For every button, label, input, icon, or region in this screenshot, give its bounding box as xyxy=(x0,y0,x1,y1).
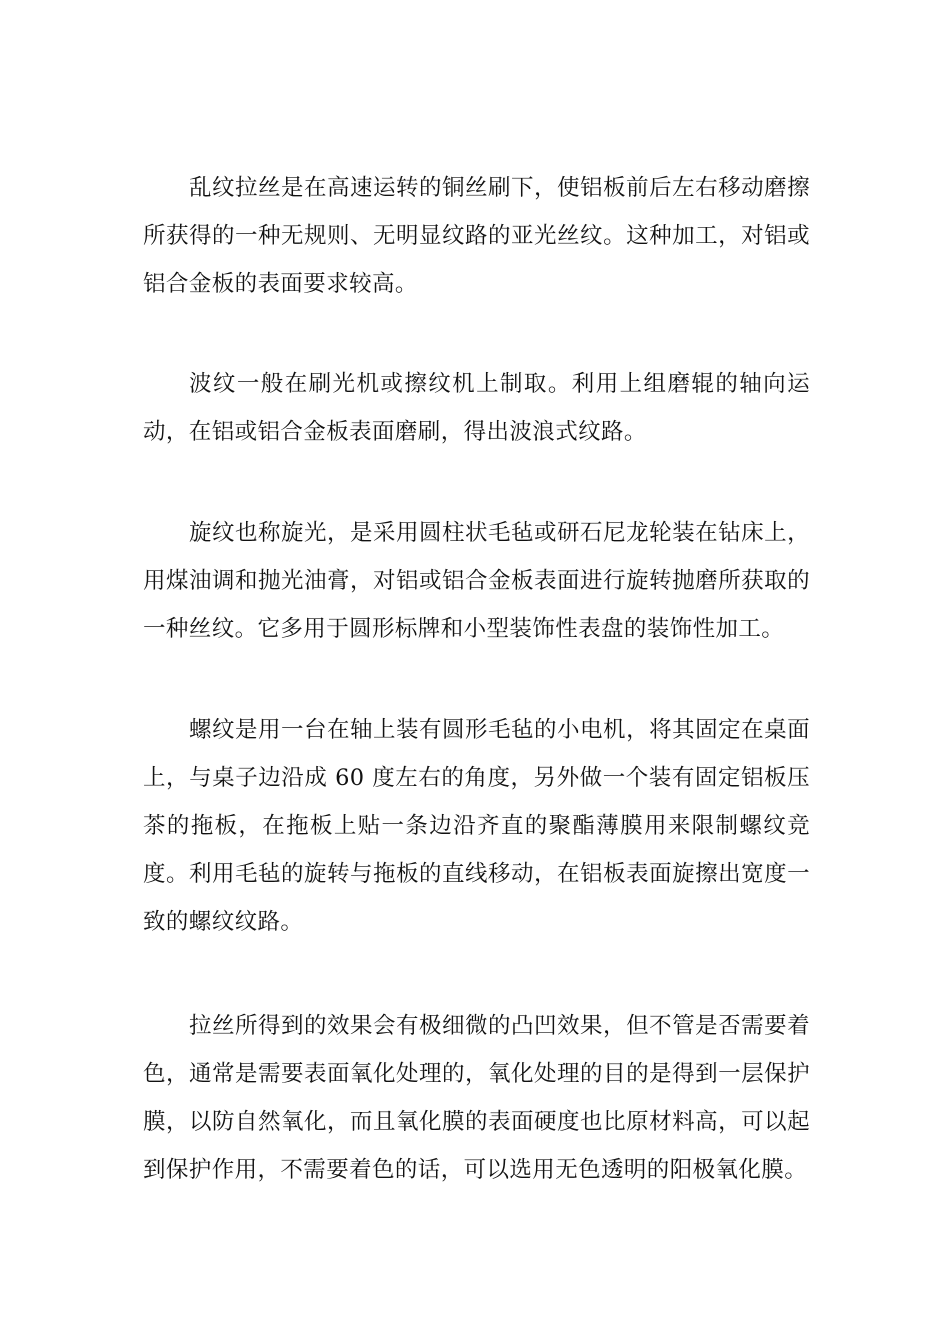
paragraph-oxidation-treatment: 拉丝所得到的效果会有极细微的凸凹效果，但不管是否需要着色，通常是需要表面氧化处理的，氧化处理的目的是得到一层保护膜，以防自然氧化，而且氧化膜的表面硬度也比原材料高，可以起到保护作用，不需要着色的话，可以选用无色透明的阳极氧化膜。 xyxy=(143,1013,810,1183)
paragraph-spiral-pattern: 旋纹也称旋光，是采用圆柱状毛毡或研石尼龙轮装在钻床上，用煤油调和抛光油膏，对铝或铝合金板表面进行旋转抛磨所获取的一种丝纹。它多用于圆形标牌和小型装饰性表盘的装饰性加工。 xyxy=(143,520,810,642)
paragraph-thread-pattern: 螺纹是用一台在轴上装有圆形毛毡的小电机，将其固定在桌面上，与桌子边沿成 60 度左右的角度，另外做一个装有固定铝板压茶的拖板，在拖板上贴一条边沿齐直的聚酯薄膜用来限制螺纹竞度。利用毛毡的旋转与拖板的直线移动，在铝板表面旋擦出宽度一致的螺纹纹路。 xyxy=(143,717,810,935)
paragraph-random-brushing: 乱纹拉丝是在高速运转的铜丝刷下，使铝板前后左右移动磨擦所获得的一种无规则、无明显纹路的亚光丝纹。这种加工，对铝或铝合金板的表面要求较高。 xyxy=(143,175,810,297)
paragraph-wave-pattern: 波纹一般在刷光机或擦纹机上制取。利用上组磨辊的轴向运动，在铝或铝合金板表面磨刷，得出波浪式纹路。 xyxy=(143,371,810,445)
